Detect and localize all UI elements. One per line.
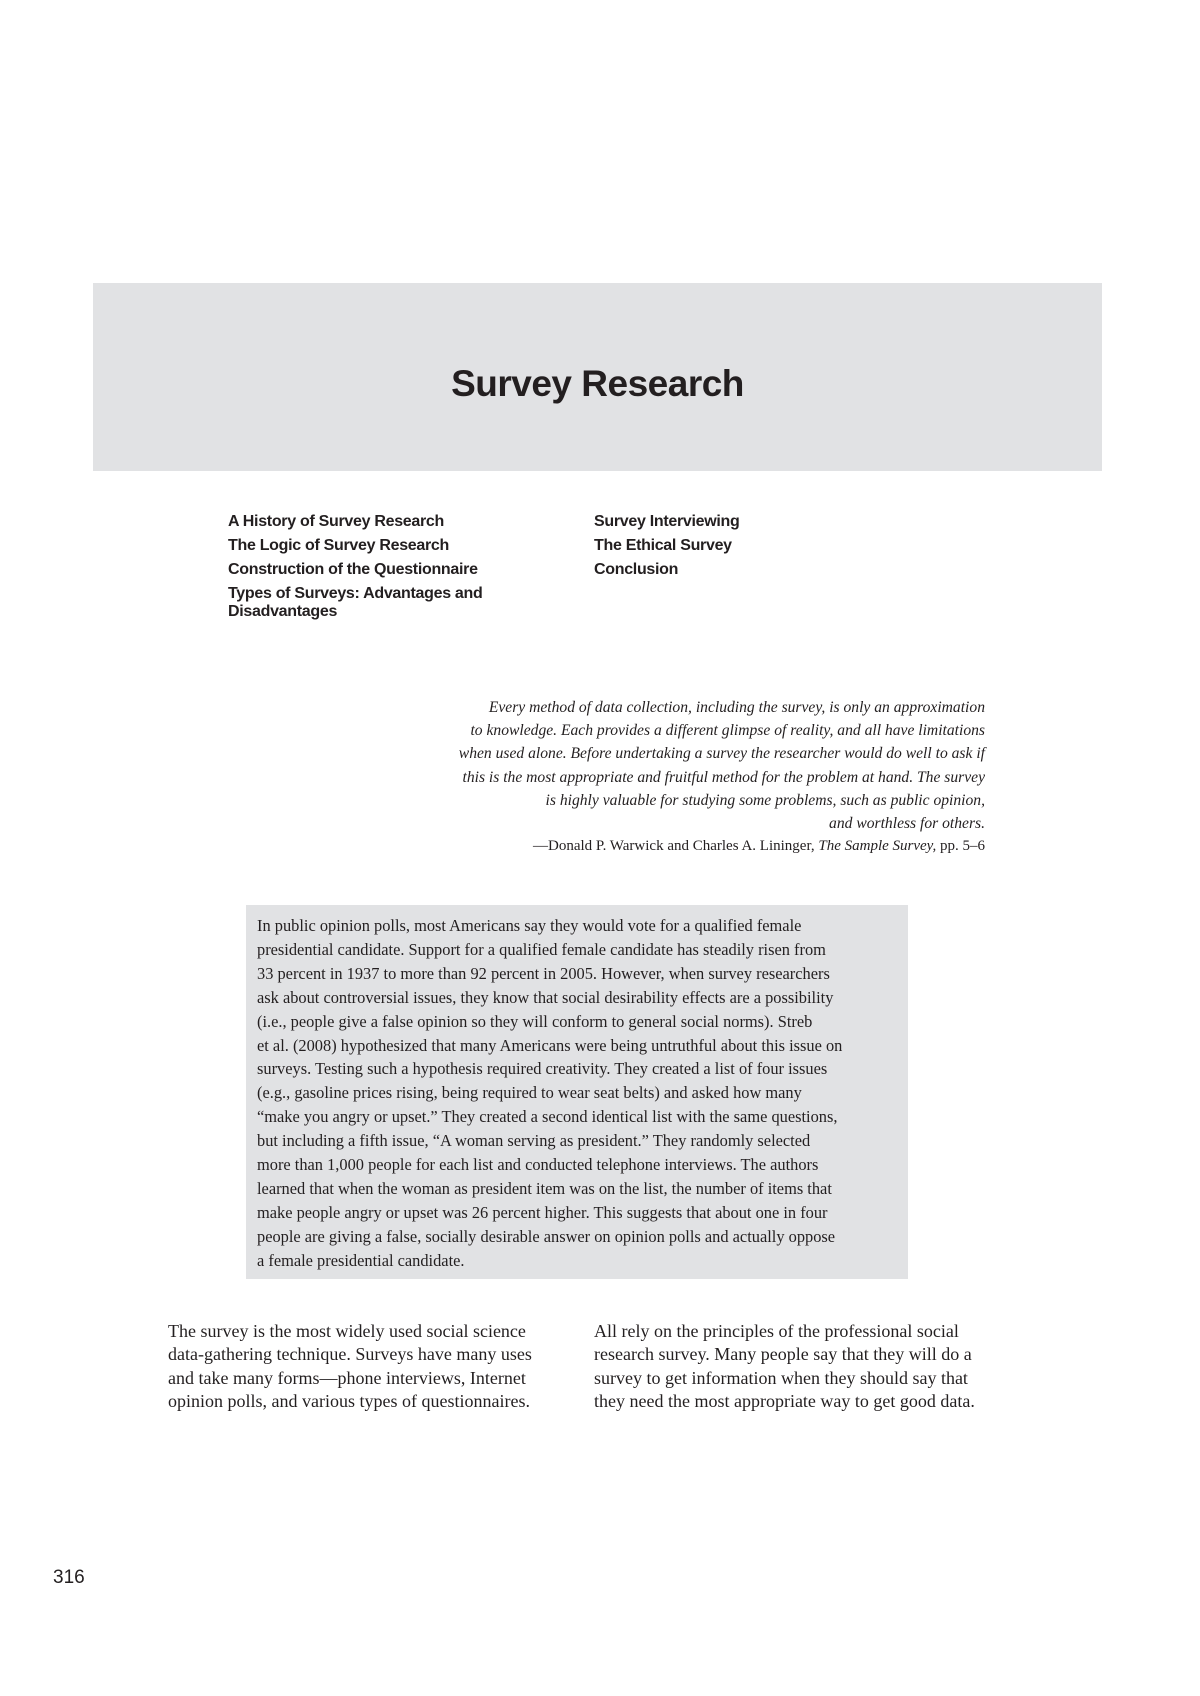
box-line: a female presidential candidate. bbox=[257, 1250, 465, 1270]
box-line: In public opinion polls, most Americans say they would vote for a qualified female bbox=[257, 916, 802, 935]
box-line: people are giving a false, socially desirable answer on opinion polls and actually oppose bbox=[257, 1226, 836, 1246]
epigraph-line: Every method of data collection, including the survey, is only an approximation bbox=[488, 699, 985, 716]
toc-item: The Logic of Survey Research bbox=[228, 537, 450, 554]
box-line: learned that when the woman as president item was on the list, the number of items that bbox=[257, 1178, 832, 1198]
box-line: make people angry or upset was 26 percent higher. This suggests that about one in four bbox=[257, 1202, 828, 1222]
epigraph-attribution bbox=[370, 835, 985, 858]
research-example-box bbox=[246, 905, 908, 1279]
box-line: (i.e., people give a false opinion so they will conform to general social norms). Streb bbox=[257, 1011, 813, 1031]
page-number: 316 bbox=[53, 1567, 85, 1588]
box-line: surveys. Testing such a hypothesis required creativity. They created a list of four issues bbox=[257, 1059, 828, 1079]
box-line: 33 percent in 1937 to more than 92 percent in 2005. However, when survey researchers bbox=[257, 963, 830, 983]
epigraph-line: this is the most appropriate and fruitful method for the problem at hand. The survey bbox=[462, 768, 985, 786]
box-line: “make you angry or upset.” They created a second identical list with the same questions, bbox=[257, 1107, 838, 1127]
box-line: et al. (2008) hypothesized that many Americans were being untruthful about this issue on bbox=[257, 1035, 843, 1055]
epigraph-line: is highly valuable for studying some problems, such as public opinion, bbox=[545, 791, 985, 809]
body-column-right bbox=[594, 1320, 990, 1414]
body-line: opinion polls, and various types of questionnaires. bbox=[168, 1391, 530, 1412]
attribution-book-title: The Sample Survey, bbox=[818, 838, 937, 855]
attribution-pages: pp. 5–6 bbox=[936, 838, 985, 855]
attribution-authors: —Donald P. Warwick and Charles A. Lininger, bbox=[532, 838, 819, 855]
box-line: but including a fifth issue, “A woman serving as president.” They randomly selected bbox=[257, 1131, 811, 1151]
body-line: and take many forms—phone interviews, Internet bbox=[168, 1367, 526, 1388]
body-line: All rely on the principles of the professional social bbox=[594, 1321, 959, 1341]
box-line: more than 1,000 people for each list and conducted telephone interviews. The authors bbox=[257, 1155, 819, 1175]
box-line: presidential candidate. Support for a qualified female candidate has steadily risen from bbox=[257, 939, 826, 959]
box-line: (e.g., gasoline prices rising, being required to wear seat belts) and asked how many bbox=[257, 1083, 802, 1103]
epigraph-line: to knowledge. Each provides a different glimpse of reality, and all have limitations bbox=[470, 722, 985, 740]
toc-item: A History of Survey Research bbox=[228, 513, 444, 530]
body-line: survey to get information when they should say that bbox=[594, 1367, 968, 1388]
body-line: research survey. Many people say that they will do a bbox=[594, 1344, 972, 1365]
chapter-contents-left bbox=[228, 510, 528, 621]
epigraph-line: when used alone. Before undertaking a survey the researcher would do well to ask if bbox=[458, 745, 985, 763]
toc-item: Construction of the Questionnaire bbox=[228, 561, 478, 578]
body-line: they need the most appropriate way to get good data. bbox=[594, 1391, 975, 1412]
toc-item: Survey Interviewing bbox=[594, 513, 740, 530]
box-line: ask about controversial issues, they know that social desirability effects are a possibility bbox=[257, 987, 834, 1007]
chapter-title: Survey Research bbox=[451, 363, 744, 404]
toc-item: Types of Surveys: Advantages and Disadvantages bbox=[228, 585, 483, 620]
epigraph bbox=[370, 696, 985, 858]
epigraph-line: and worthless for others. bbox=[829, 815, 985, 833]
body-column-left bbox=[168, 1320, 564, 1414]
body-line: data-gathering technique. Surveys have many uses bbox=[168, 1344, 532, 1365]
toc-item: Conclusion bbox=[594, 561, 679, 578]
chapter-contents-right bbox=[594, 510, 854, 582]
box-text bbox=[257, 914, 893, 1273]
toc-item: The Ethical Survey bbox=[594, 537, 732, 554]
body-line: The survey is the most widely used social science bbox=[168, 1321, 526, 1341]
chapter-title-band bbox=[93, 283, 1102, 471]
